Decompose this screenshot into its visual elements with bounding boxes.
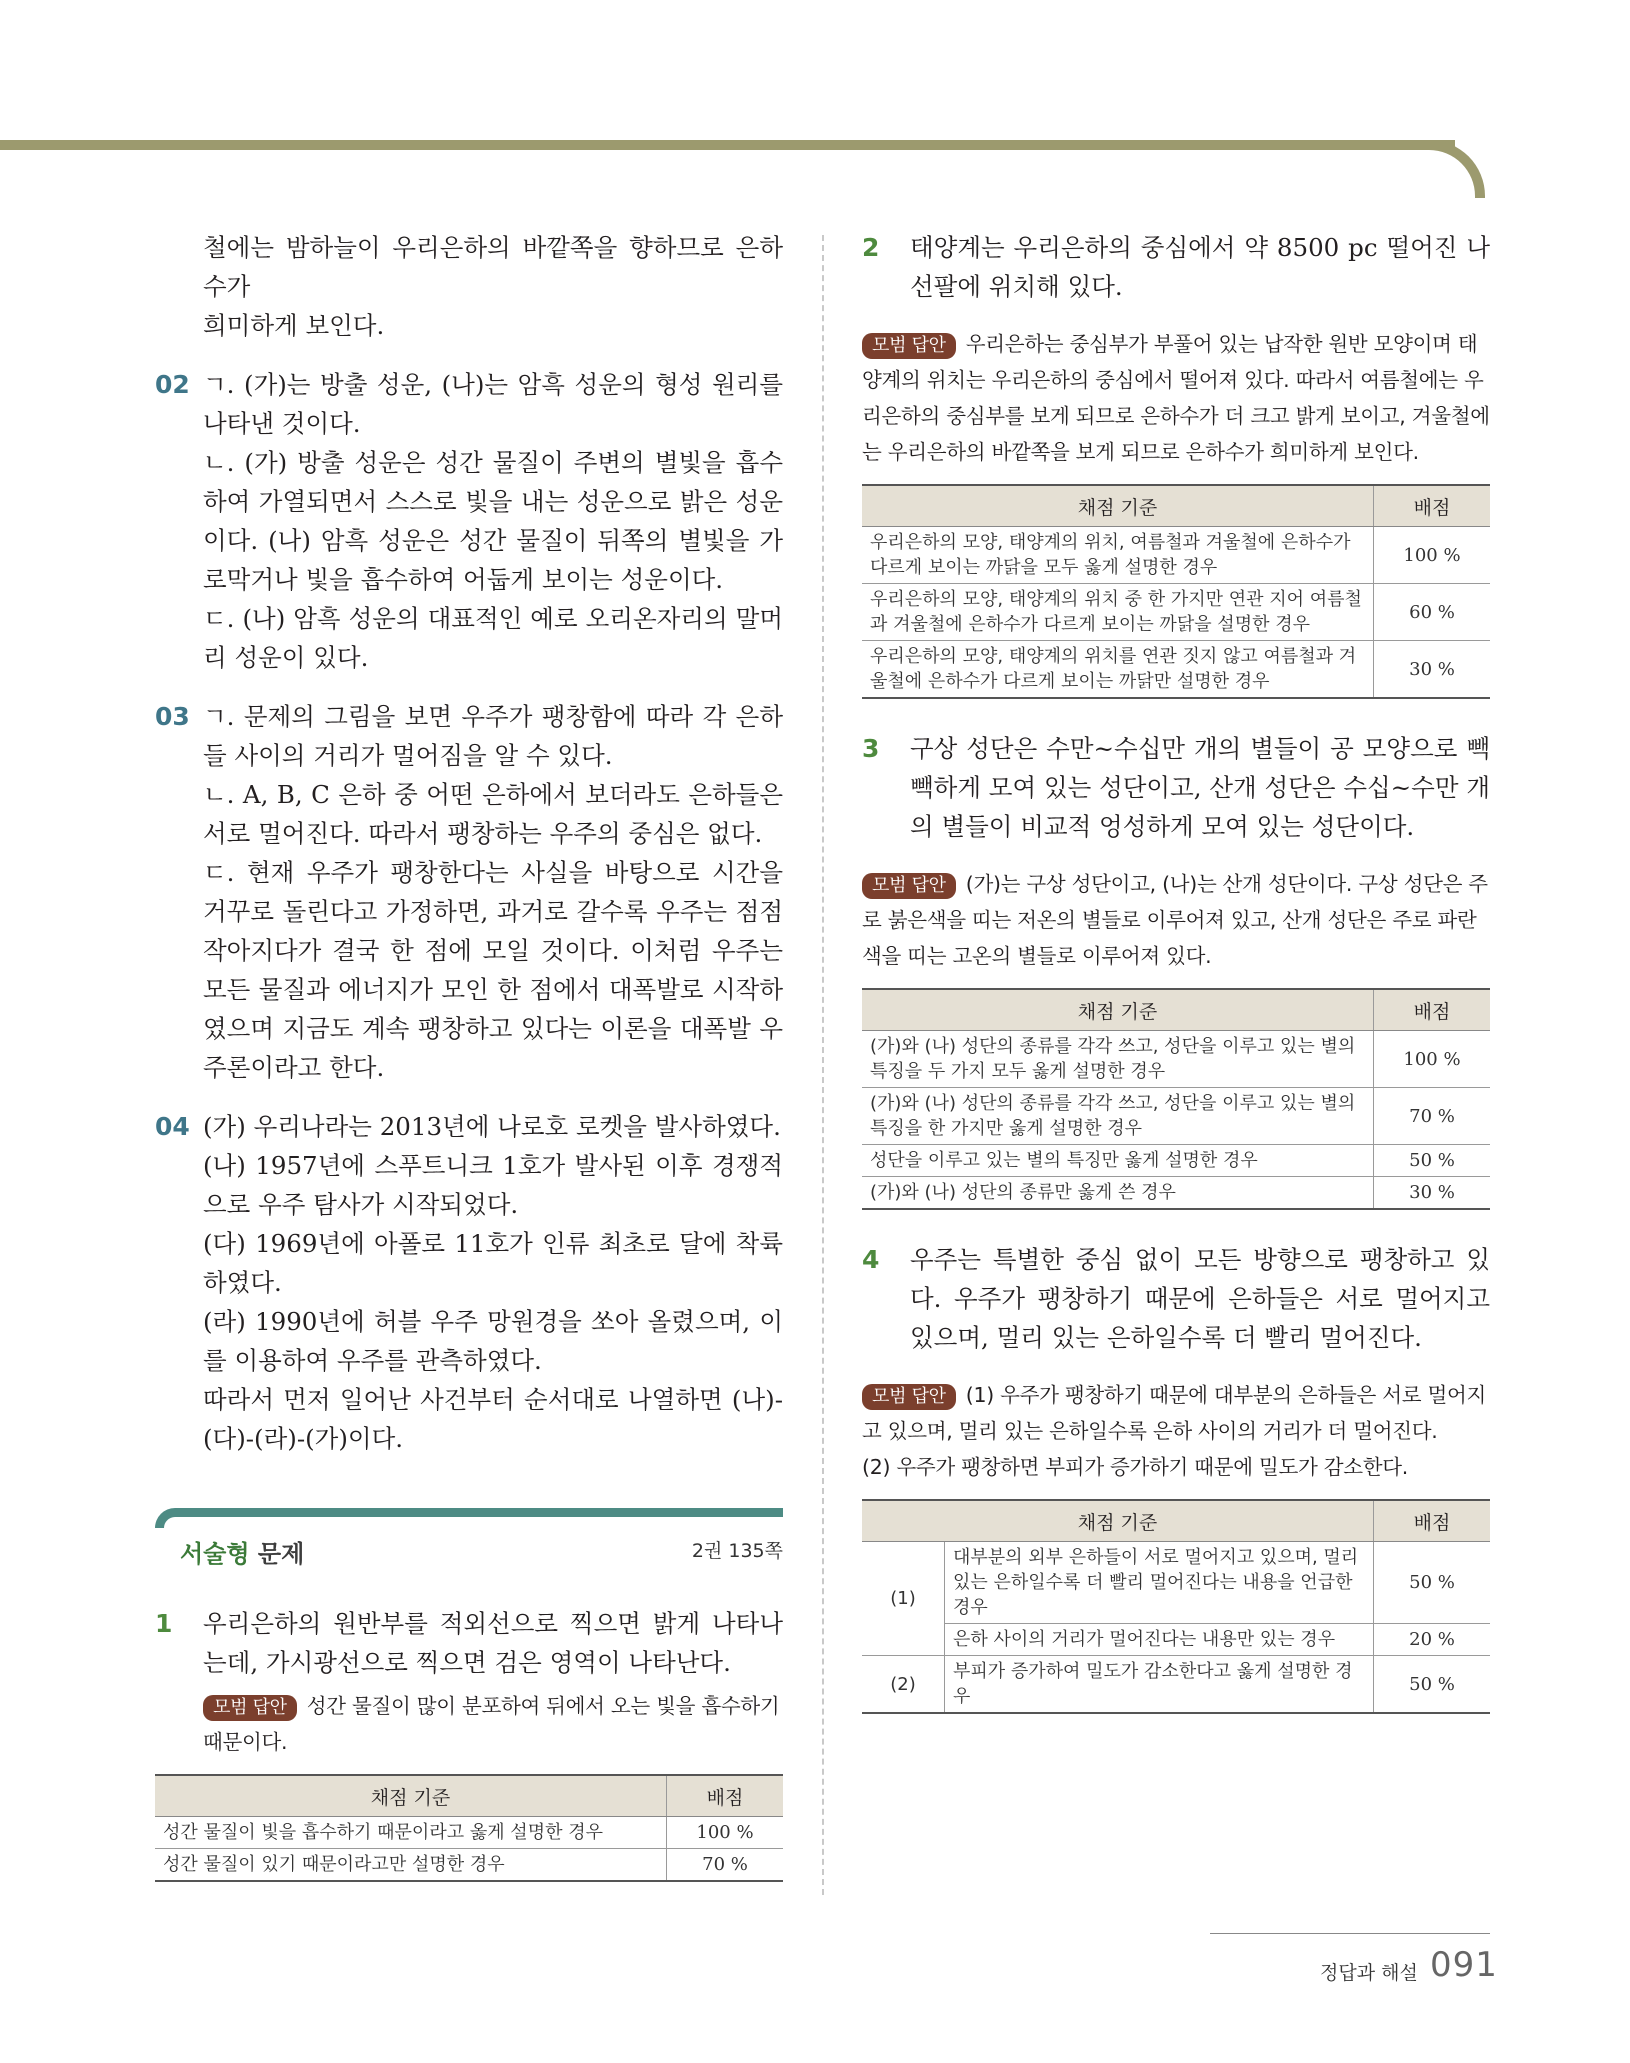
explanation-line: ㄷ. 현재 우주가 팽창한다는 사실을 바탕으로 시간을 거꾸로 돌린다고 가정하면, 과거로 갈수록 우주는 점점 작아지다가 결국 한 점에 모일 것이다. 이처럼 우주는 모든 물질과 에너지가 모인 한 점에서 대폭발로 시작하였으며 지금도 계속 팽창하고 있다는 이론을 대폭발 우주론이라고 한다. xyxy=(203,858,783,1082)
question-3 xyxy=(862,729,1490,846)
explanation-line: (라) 1990년에 허블 우주 망원경을 쏘아 올렸으며, 이를 이용하여 우주를 관측하였다. xyxy=(203,1307,783,1375)
section-header-bar xyxy=(155,1508,783,1528)
item-number: 04 xyxy=(155,1112,190,1141)
criteria-cell: 은하 사이의 거리가 멀어진다는 내용만 있는 경우 xyxy=(945,1624,1374,1656)
question-number: 2 xyxy=(862,233,880,262)
model-answer: 모범 답안 우리은하는 중심부가 부풀어 있는 납작한 원반 모양이며 태양계의 위치는 우리은하의 중심에서 떨어져 있다. 따라서 여름철에는 우리은하의 중심부를 보게 되므로 은하수가 더 크고 밝게 보이고, 겨울철에는 우리은하의 바깥쪽을 보게 되므로 은하수가 희미하게 보인다. xyxy=(862,332,1490,464)
intro-line: 희미하게 보인다. xyxy=(203,311,385,340)
score-cell: 70 % xyxy=(667,1849,784,1882)
model-answer-tag: 모범 답안 xyxy=(862,873,956,899)
answer-item-02 xyxy=(155,365,783,677)
criteria-cell: 성간 물질이 빛을 흡수하기 때문이라고 옳게 설명한 경우 xyxy=(155,1817,667,1849)
explanation-line: 따라서 먼저 일어난 사건부터 순서대로 나열하면 (나)-(다)-(라)-(가)이다. xyxy=(203,1385,783,1453)
score-header: 배점 xyxy=(1374,989,1491,1031)
answer-item-04 xyxy=(155,1107,783,1458)
section-title: 서술형 문제 xyxy=(180,1540,305,1568)
question-number: 1 xyxy=(155,1609,173,1638)
footer-rule xyxy=(1210,1933,1490,1934)
criteria-header: 채점 기준 xyxy=(862,1500,1374,1542)
criteria-header: 채점 기준 xyxy=(862,989,1374,1031)
explanation-line: ㄱ. (가)는 방출 성운, (나)는 암흑 성운의 형성 원리를 나타낸 것이다. xyxy=(203,370,783,438)
model-answer: 모범 답안 (가)는 구상 성단이고, (나)는 산개 성단이다. 구상 성단은 주로 붉은색을 띠는 저온의 별들로 이루어져 있고, 산개 성단은 주로 파란색을 띠는 고온의 별들로 이루어져 있다. xyxy=(862,872,1488,968)
explanation-line: ㄴ. (가) 방출 성운은 성간 물질이 주변의 별빛을 흡수하여 가열되면서 스스로 빛을 내는 성운으로 밝은 성운이다. (나) 암흑 성운은 성간 물질이 뒤쪽의 별빛을 가로막거나 빛을 흡수하여 어둡게 보이는 성운이다. xyxy=(203,448,783,594)
sub-question-label: (2) xyxy=(862,1656,945,1714)
criteria-cell: 우리은하의 모양, 태양계의 위치, 여름철과 겨울철에 은하수가 다르게 보이는 까닭을 모두 옳게 설명한 경우 xyxy=(862,527,1374,584)
grading-table xyxy=(862,484,1490,699)
question-text: 태양계는 우리은하의 중심에서 약 8500 pc 떨어진 나선팔에 위치해 있다. xyxy=(910,233,1490,301)
criteria-cell: 부피가 증가하여 밀도가 감소한다고 옳게 설명한 경우 xyxy=(945,1656,1374,1714)
criteria-cell: (가)와 (나) 성단의 종류를 각각 쓰고, 성단을 이루고 있는 별의 특징을 한 가지만 옳게 설명한 경우 xyxy=(862,1088,1374,1145)
question-text: 구상 성단은 수만~수십만 개의 별들이 공 모양으로 빽빽하게 모여 있는 성단이고, 산개 성단은 수십~수만 개의 별들이 비교적 엉성하게 모여 있는 성단이다. xyxy=(910,734,1490,841)
model-answer-tag: 모범 답안 xyxy=(862,1384,956,1410)
page-reference: 2권 135쪽 xyxy=(691,1540,783,1562)
explanation-line: (나) 1957년에 스푸트니크 1호가 발사된 이후 경쟁적으로 우주 탐사가 시작되었다. xyxy=(203,1151,783,1219)
continued-text xyxy=(155,228,783,345)
right-column xyxy=(862,228,1490,1714)
question-number: 4 xyxy=(862,1245,880,1274)
score-cell: 50 % xyxy=(1374,1145,1491,1177)
score-cell: 20 % xyxy=(1374,1624,1491,1656)
score-cell: 100 % xyxy=(1374,1031,1491,1088)
item-number: 03 xyxy=(155,702,190,731)
criteria-cell: 성간 물질이 있기 때문이라고만 설명한 경우 xyxy=(155,1849,667,1882)
intro-line: 철에는 밤하늘이 우리은하의 바깥쪽을 향하므로 은하수가 xyxy=(203,233,783,301)
footer-label: 정답과 해설 xyxy=(1320,1962,1418,1984)
criteria-cell: (가)와 (나) 성단의 종류만 옳게 쓴 경우 xyxy=(862,1177,1374,1210)
criteria-cell: 성단을 이루고 있는 별의 특징만 옳게 설명한 경우 xyxy=(862,1145,1374,1177)
score-cell: 30 % xyxy=(1374,1177,1491,1210)
grading-table xyxy=(862,1499,1490,1714)
criteria-cell: 우리은하의 모양, 태양계의 위치 중 한 가지만 연관 지어 여름철과 겨울철에 은하수가 다르게 보이는 까닭을 설명한 경우 xyxy=(862,584,1374,641)
score-cell: 50 % xyxy=(1374,1542,1491,1624)
answer-item-03 xyxy=(155,697,783,1087)
score-header: 배점 xyxy=(1374,485,1491,527)
score-cell: 70 % xyxy=(1374,1088,1491,1145)
model-answer: 모범 답안 성간 물질이 많이 분포하여 뒤에서 오는 빛을 흡수하기 때문이다. xyxy=(203,1694,780,1754)
explanation-line: (다) 1969년에 아폴로 11호가 인류 최초로 달에 착륙하였다. xyxy=(203,1229,783,1297)
top-decorative-bar xyxy=(0,140,1455,150)
model-answer-tag: 모범 답안 xyxy=(203,1695,297,1721)
left-column xyxy=(155,228,783,1478)
page-number: 091 xyxy=(1430,1945,1498,1985)
top-bar-curve xyxy=(1395,140,1485,198)
item-number: 02 xyxy=(155,370,190,399)
score-header: 배점 xyxy=(667,1775,784,1817)
question-text: 우주는 특별한 중심 없이 모든 방향으로 팽창하고 있다. 우주가 팽창하기 때문에 은하들은 서로 멀어지고 있으며, 멀리 있는 은하일수록 더 빨리 멀어진다. xyxy=(910,1245,1490,1352)
question-text: 우리은하의 원반부를 적외선으로 찍으면 밝게 나타나는데, 가시광선으로 찍으면 검은 영역이 나타난다. xyxy=(203,1609,783,1677)
score-header: 배점 xyxy=(1374,1500,1491,1542)
question-2 xyxy=(862,228,1490,306)
section-header xyxy=(155,1508,783,1576)
criteria-header: 채점 기준 xyxy=(155,1775,667,1817)
score-cell: 100 % xyxy=(1374,527,1491,584)
explanation-line: ㄷ. (나) 암흑 성운의 대표적인 예로 오리온자리의 말머리 성운이 있다. xyxy=(203,604,783,672)
grading-table xyxy=(155,1774,783,1882)
explanation-line: ㄴ. A, B, C 은하 중 어떤 은하에서 보더라도 은하들은 서로 멀어진다. 따라서 팽창하는 우주의 중심은 없다. xyxy=(203,780,783,848)
score-cell: 60 % xyxy=(1374,584,1491,641)
grading-table xyxy=(862,988,1490,1210)
criteria-cell: 대부분의 외부 은하들이 서로 멀어지고 있으며, 멀리 있는 은하일수록 더 빨리 멀어진다는 내용을 언급한 경우 xyxy=(945,1542,1374,1624)
explanation-line: ㄱ. 문제의 그림을 보면 우주가 팽창함에 따라 각 은하들 사이의 거리가 멀어짐을 알 수 있다. xyxy=(203,702,783,770)
criteria-cell: (가)와 (나) 성단의 종류를 각각 쓰고, 성단을 이루고 있는 별의 특징을 두 가지 모두 옳게 설명한 경우 xyxy=(862,1031,1374,1088)
explanation-line: (가) 우리나라는 2013년에 나로호 로켓을 발사하였다. xyxy=(203,1112,781,1141)
model-answer: 모범 답안 (1) 우주가 팽창하기 때문에 대부분의 은하들은 서로 멀어지고 있으며, 멀리 있는 은하일수록 은하 사이의 거리가 더 멀어진다. xyxy=(862,1383,1487,1443)
question-4 xyxy=(862,1240,1490,1357)
score-cell: 50 % xyxy=(1374,1656,1491,1714)
question-number: 3 xyxy=(862,734,880,763)
model-answer-part-2: (2) 우주가 팽창하면 부피가 증가하기 때문에 밀도가 감소한다. xyxy=(862,1455,1408,1479)
score-cell: 30 % xyxy=(1374,641,1491,699)
column-divider xyxy=(822,235,824,1895)
criteria-header: 채점 기준 xyxy=(862,485,1374,527)
criteria-cell: 우리은하의 모양, 태양계의 위치를 연관 짓지 않고 여름철과 겨울철에 은하수가 다르게 보이는 까닭만 설명한 경우 xyxy=(862,641,1374,699)
score-cell: 100 % xyxy=(667,1817,784,1849)
question-1 xyxy=(155,1604,783,1882)
model-answer-tag: 모범 답안 xyxy=(862,333,956,359)
sub-question-label: (1) xyxy=(862,1542,945,1656)
